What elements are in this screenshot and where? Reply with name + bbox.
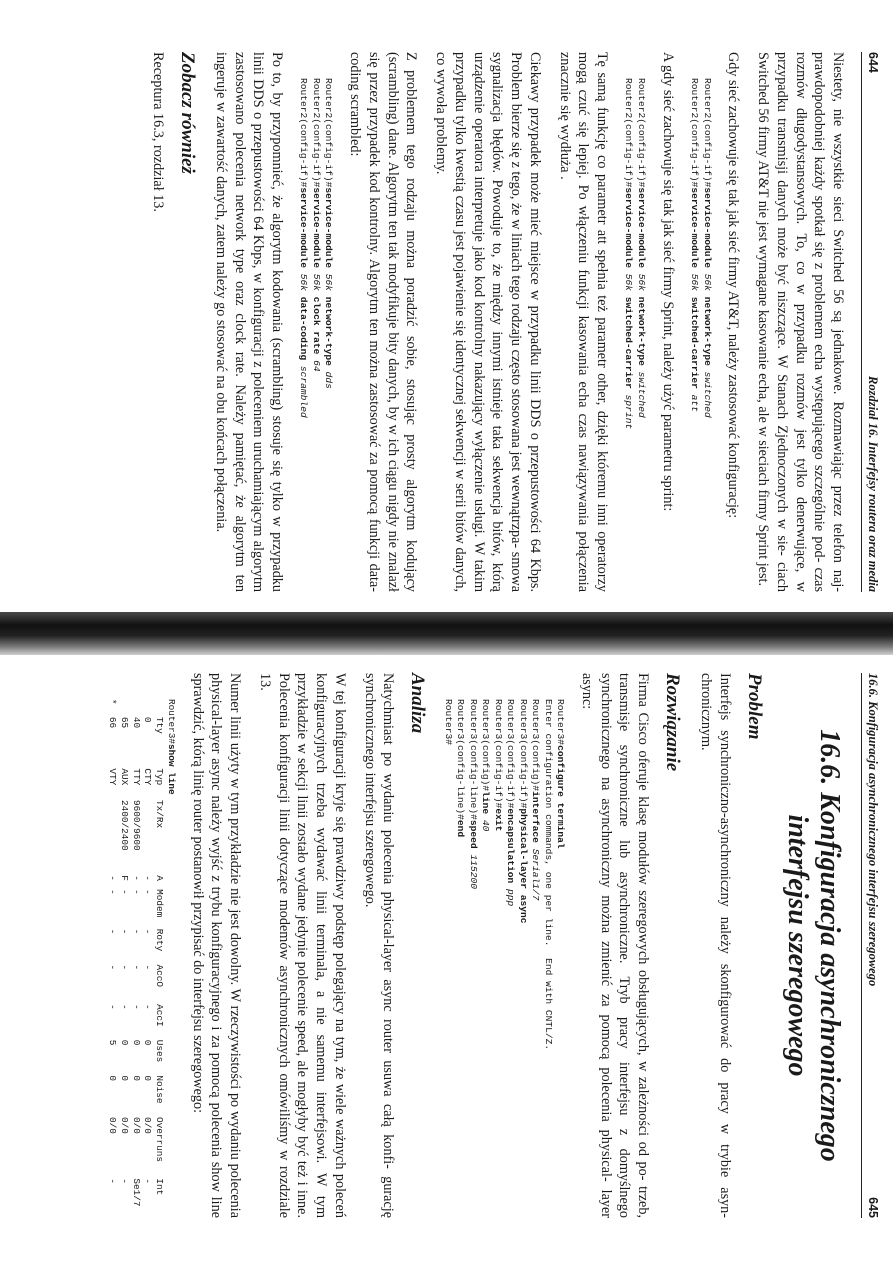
- right-running-header: [862, 673, 882, 1218]
- left-page: [0, 0, 893, 612]
- paragraph: A gdy sieć zachowuje się tak jak sieć firmy Sprint, należy użyć parametru sprint:: [659, 52, 676, 512]
- table-row: 65 AUX 2400/2400 F - - - - 0 0 0/0 -: [118, 716, 130, 1185]
- book-gutter-shadow: [0, 612, 893, 655]
- analysis-heading: Analiza: [407, 673, 429, 734]
- paragraph: Po to, by przypomnieć, że algorytm kodowania (scrambling) stosuje się tylko w przypadku linii DDS o przepustowości 64 Kbps, w konfiguracji z poleceniem uruchamiającym algorytm zastosowano polecenia network type oraz clock rate. Należy pamiętać, że algorytm ten ingeruje w zawartość danych, zatem należy go stosować na obu końcach połączenia.: [212, 52, 286, 592]
- paragraph: W tej konfiguracji kryje się prawdziwy podstęp polegający na tym, że wiele ważnych poleceń konfiguracyjnych trzeba wydawać linii terminala, a nie samemu interfejsowi. W tym przykładzie w sekcji linii zostało wydane jedynie polecenie speed, ale mogłyby być też i inne. Polecenia konfiguracji linii dotyczące modemów asynchronicznych omówiliśmy w rozdziale 13.: [256, 673, 348, 1218]
- table-row: 0 CTY - - - - - 0 0 0/0 -: [142, 716, 154, 1185]
- right-page-number: 645: [866, 1197, 880, 1218]
- see-also-heading: Zobacz również: [177, 52, 199, 174]
- paragraph: Natychmiast po wydaniu polecenia physical-layer async router usuwa całą konfi- gurację synchronicznego interfejsu szeregowego.: [361, 673, 397, 1218]
- show-line-output: [106, 699, 177, 1218]
- left-running-header: [862, 52, 882, 592]
- paragraph: Interfejs synchroniczno-asynchroniczny należy skonfigurować do pracy w trybie asyn- chronicznym.: [697, 673, 733, 1218]
- paragraph: Gdy sieć zachowuje się tak jak sieć firmy AT&T, należy zastosować konfigurację:: [725, 52, 742, 519]
- table-header-row: Tty Typ Tx/Rx A Modem Roty AccO AccI Uses Noise Overruns Int: [154, 716, 166, 1196]
- paragraph: Firma Cisco oferuje klasę modułów szeregowych obsługujących, w zależności od po- trzeb, transmisje synchroniczne lub asynchroniczne. Tryb pracy interfejsu z domyślnego synchronicznego na asynchroniczny można zmienić za pomocą polecenia physical- layer async:: [578, 673, 651, 1218]
- code-block: Router2(config-if)#service-module 56k network-type dds Router2(config-if)#service-module 56k clock rate 64 Router2(config-if)#service-module 56k data-coding scrambled: [298, 78, 335, 418]
- paragraph: Ciekawy przypadek może mieć miejsce w przypadku linii DDS o przepustowości 64 Kbps. Problem bierze się z tego, że w liniach tego rodzaju często stosowana jest wewnątrzpa- smowa sygnalizacja błędów. Powoduje to, że między innymi istnieje taka sekwencja bitów, którą urządzenie operatora interpretuje jako kod kontrolny nakazujący wyłączenie usługi. W takim przypadku tylko kwestią czasu jest pojawienie się identycznej sekwencji w serii bitów danych, co wywoła problemy.: [433, 52, 543, 592]
- right-page-text: [106, 673, 857, 1218]
- paragraph: Numer linii użyty w tym przykładzie nie jest dowolny. W rzeczywistości po wydaniu polecenia physical-layer async należy wyjść z trybu konfiguracyjnego i za pomocą polecenia show line sprawdzić, którą linię router postanowił przypisać do interfejsu szeregowego:: [189, 673, 244, 1218]
- paragraph: Z problemem tego rodzaju można poradzić sobie, stosując prosty algorytm kodujący (scrambling) dane. Algorytm ten tak modyfikuje bity danych, by w ich ciągu nigdy nie znalazł się przez przypadek kod kontrolny. Algorytm ten można zastosować za pomocą funkcji data-coding scrambled:: [347, 52, 420, 592]
- table-row: * 66 VTY - - - - - 5 0 0/0 -: [107, 699, 119, 1185]
- paragraph: Niestety, nie wszystkie sieci Switched 56 są jednakowe. Rozmawiając przez telefon naj- prawdopodobniej każdy spotkał się z problemem echa występującego szczególnie pod- czas rozmów długodystansowych. To, co w przypadku rozmów jest tylko denerwujące, w przypadku transmisji danych może być niszczące. W Stanach Zjednoczonych w sie- ciach Switched 56 firmy AT&T nie jest wymagane kasowanie echa, ale w sieciach firmy Sprint jest.: [755, 52, 846, 592]
- code-block: Router3#configure terminal Enter configuration commands, one per line. End with CNTL/Z. Router3(config)#interface Serial1/7 Router3(config-if)#physical-layer async Router3(config-if)#encapsulation ppp Router3(config-if)#exit Router3(config)#line 40 Router3(config-line)#speed 115200 Router3(config-line)#end Router3#: [442, 699, 567, 1051]
- table-command: Router3# show line: [165, 699, 177, 795]
- see-also-text: Receptura 16.3, rozdział 13.: [150, 52, 167, 212]
- right-header-title: 16.6. Konfiguracja asynchronicznego interfejsu szeregowego: [866, 673, 880, 987]
- problem-heading: Problem: [743, 673, 765, 740]
- code-block: Router2(config-if)#service-module 56k network-type switched Router2(config-if)#service-module 56k switched-carrier att: [689, 78, 713, 418]
- solution-heading: Rozwiązanie: [662, 673, 684, 772]
- left-header-title: Rozdział 16. Interfejsy routera oraz media: [866, 376, 880, 592]
- paragraph: Tę samą funkcję co parametr att spełnia też parametr other, dzięki któremu inni operatorzy mogą czuć się lepiej. Po włączeniu funkcji kasowania echa czas nawiązywania połączenia znacznie się wydłuża .: [556, 52, 610, 592]
- section-title: 16.6. Konfiguracja asynchronicznego interfejsu szeregowego: [781, 729, 845, 1162]
- code-block: Router2(config-if)#service-module 56k network-type switched Router2(config-if)#service-module 56k switched-carrier sprint: [623, 78, 647, 430]
- table-row: 40 TTY 9600/9600 - - - - - 0 0 0/0 Se1/7: [130, 716, 142, 1207]
- left-page-text: [137, 52, 847, 592]
- right-page: [0, 655, 893, 1263]
- left-page-number: 644: [866, 52, 880, 73]
